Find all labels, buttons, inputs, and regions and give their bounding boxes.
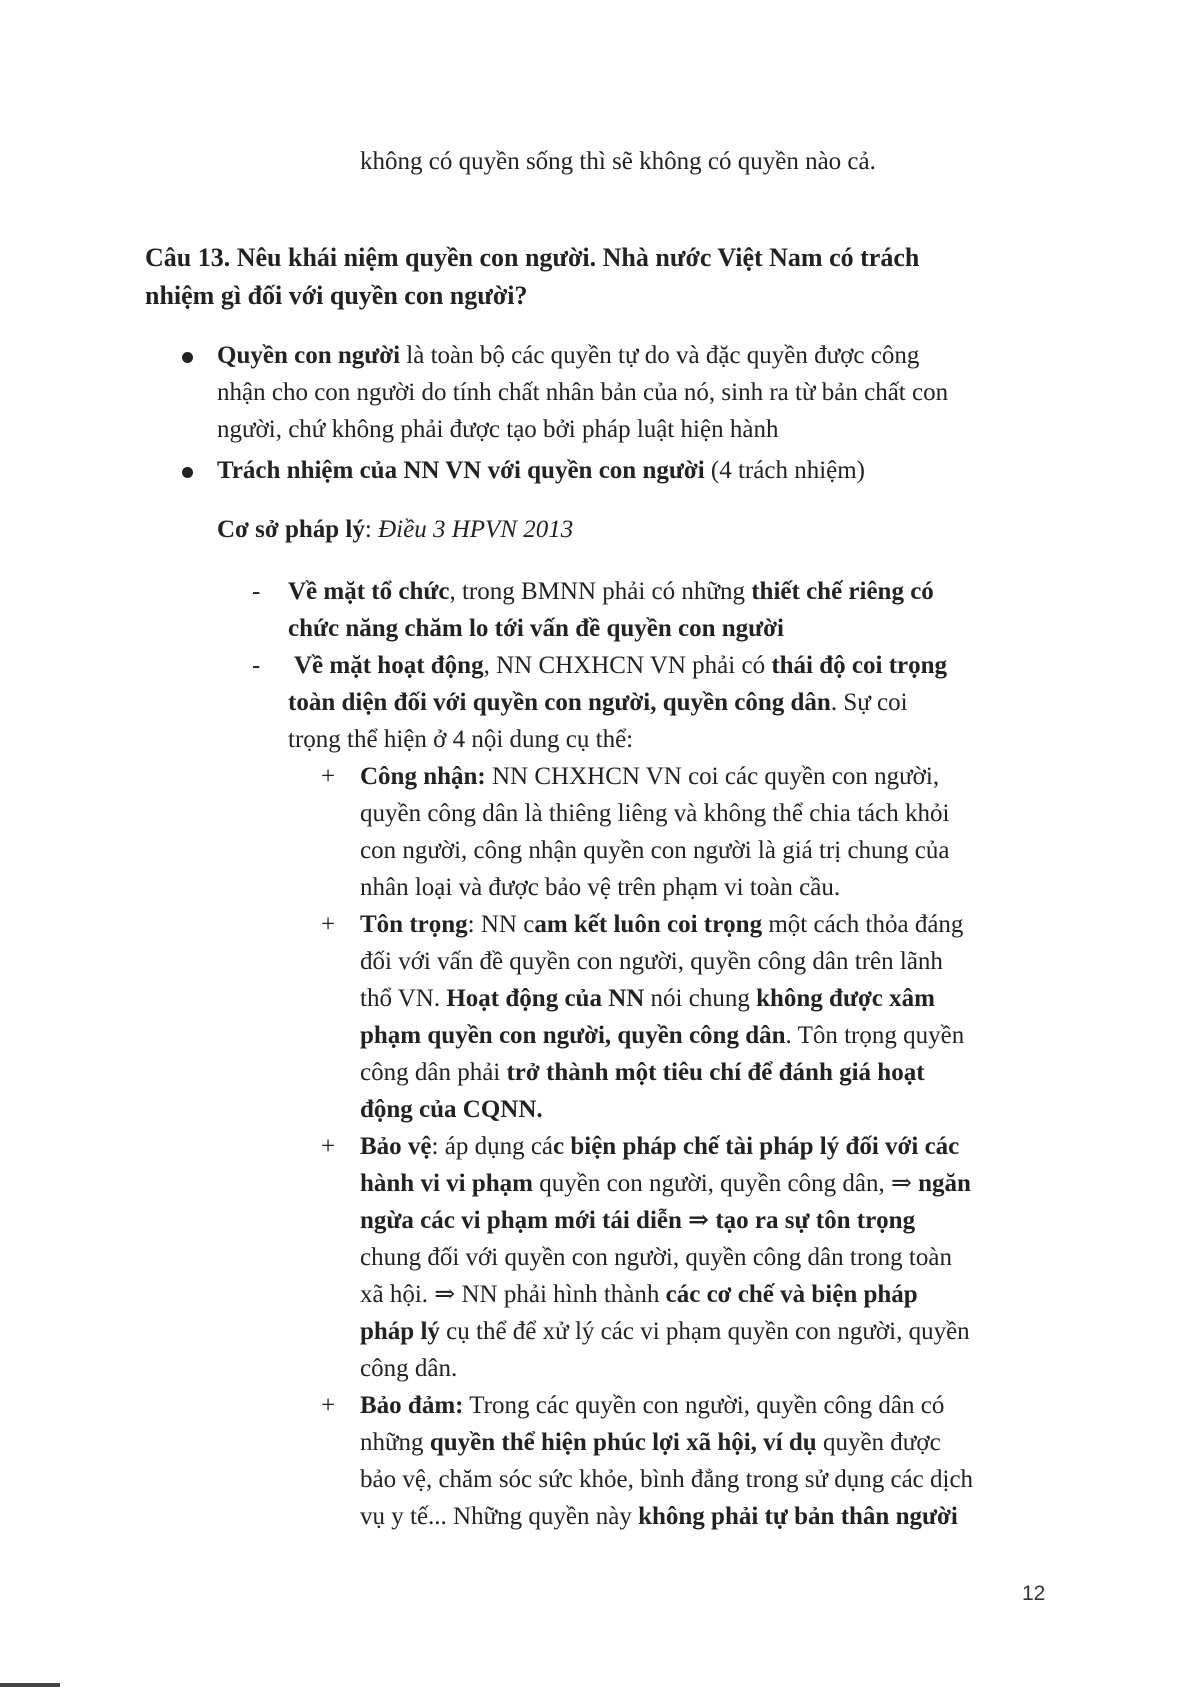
plus3-line7: công dân. bbox=[360, 1355, 458, 1382]
plus4-l4-text: vụ y tế... Những quyền này bbox=[360, 1503, 639, 1530]
dash-marker: - bbox=[252, 652, 261, 679]
dash1-line1 bbox=[288, 576, 934, 608]
dash2-line3: trọng thể hiện ở 4 nội dung cụ thể: bbox=[288, 726, 634, 753]
plus2-line6: động của CQNN. bbox=[360, 1096, 543, 1123]
plus4-line4 bbox=[360, 1501, 958, 1533]
dash-marker: - bbox=[252, 578, 261, 605]
plus2-text2: một cách thỏa đáng bbox=[762, 911, 964, 938]
plus3-l6-text: cụ thể để xử lý các vi phạm quyền con người, quyền bbox=[439, 1318, 970, 1345]
plus2-line5 bbox=[360, 1057, 925, 1089]
bullet2-text: (4 trách nhiệm) bbox=[704, 457, 866, 484]
plus1-line1 bbox=[360, 761, 939, 793]
dash2-bold: thái độ coi trọng bbox=[771, 652, 948, 679]
plus-marker: + bbox=[321, 911, 336, 938]
plus2-bold: am kết luôn coi trọng bbox=[534, 911, 763, 938]
plus2-l4-text: . Tôn trọng quyền bbox=[785, 1022, 965, 1049]
plus4-l2-text: những bbox=[360, 1429, 430, 1456]
legal-ref: Điều 3 HPVN 2013 bbox=[378, 516, 574, 543]
plus3-term: Bảo vệ bbox=[360, 1133, 432, 1160]
plus2-l3-text2: nói chung bbox=[644, 985, 757, 1012]
plus3-l2-bold: hành vi vi phạm bbox=[360, 1170, 533, 1197]
bullet1-text: là toàn bộ các quyền tự do và đặc quyền được công bbox=[400, 342, 920, 369]
plus4-l2-text2: quyền được bbox=[816, 1429, 941, 1456]
plus2-line1 bbox=[360, 909, 963, 941]
bullet1-line2: nhận cho con người do tính chất nhân bản của nó, sinh ra từ bản chất con bbox=[217, 379, 949, 406]
plus-marker: + bbox=[321, 1133, 336, 1160]
plus2-l3-bold2: không được xâm bbox=[756, 985, 935, 1012]
dash2-text2: . Sự coi bbox=[830, 689, 908, 716]
plus3-l2-bold2: ngăn bbox=[918, 1170, 971, 1197]
plus3-line1 bbox=[360, 1131, 959, 1163]
legal-basis bbox=[217, 514, 573, 546]
plus2-l3-bold: Hoạt động của NN bbox=[446, 985, 645, 1012]
plus1-line4: nhân loại và được bảo vệ trên phạm vi toàn cầu. bbox=[360, 874, 841, 901]
plus1-text: NN CHXHCN VN coi các quyền con người, bbox=[485, 763, 940, 790]
bullet1-line3: người, chứ không phải được tạo bởi pháp luật hiện hành bbox=[217, 416, 779, 443]
plus4-text: Trong các quyền con người, quyền công dân có bbox=[463, 1392, 945, 1419]
plus4-l2-bold: quyền thể hiện phúc lợi xã hội, ví dụ bbox=[429, 1429, 817, 1456]
dash1-bold: thiết chế riêng có bbox=[751, 578, 934, 605]
plus2-l5-bold: trở thành một tiêu chí để đánh giá hoạt bbox=[506, 1059, 925, 1086]
bullet-icon bbox=[182, 352, 193, 363]
question-heading-line1: Câu 13. Nêu khái niệm quyền con người. Nhà nước Việt Nam có trách bbox=[145, 243, 920, 272]
plus1-line3: con người, công nhận quyền con người là giá trị chung của bbox=[360, 837, 950, 864]
dash2-text: , NN CHXHCN VN phải có bbox=[483, 652, 772, 679]
plus-marker: + bbox=[321, 763, 336, 790]
plus2-l5-text: công dân phải bbox=[360, 1059, 507, 1086]
dash1-line2: chức năng chăm lo tới vấn đề quyền con người bbox=[288, 615, 784, 642]
plus2-line3 bbox=[360, 983, 935, 1015]
plus3-bold: c biện pháp chế tài pháp lý đối với các bbox=[553, 1133, 960, 1160]
plus4-l4-bold: không phải tự bản thân người bbox=[638, 1503, 958, 1530]
plus2-line4 bbox=[360, 1020, 964, 1052]
plus3-line4: chung đối với quyền con người, quyền công dân trong toàn bbox=[360, 1244, 952, 1271]
plus4-line3: bảo vệ, chăm sóc sức khỏe, bình đẳng trong sử dụng các dịch bbox=[360, 1466, 974, 1493]
plus3-l2-text: quyền con người, quyền công dân, ⇒ bbox=[533, 1170, 919, 1197]
plus4-line2 bbox=[360, 1427, 941, 1459]
legal-label: Cơ sở pháp lý bbox=[217, 516, 365, 543]
dash2-line2 bbox=[288, 687, 908, 719]
plus3-line6 bbox=[360, 1316, 970, 1348]
plus1-line2: quyền công dân là thiêng liêng và không thể chia tách khỏi bbox=[360, 800, 950, 827]
plus2-text: : NN c bbox=[467, 911, 535, 938]
dash1-text: , trong BMNN phải có những bbox=[449, 578, 752, 605]
dash2-line1 bbox=[294, 650, 947, 682]
dash1-term: Về mặt tổ chức bbox=[288, 578, 450, 605]
plus2-term: Tôn trọng bbox=[360, 911, 468, 938]
plus4-line1 bbox=[360, 1390, 944, 1422]
plus3-text: : áp dụng cá bbox=[431, 1133, 554, 1160]
plus1-term: Công nhận: bbox=[360, 763, 486, 790]
plus-marker: + bbox=[321, 1392, 336, 1419]
plus4-term: Bảo đảm: bbox=[360, 1392, 464, 1419]
intro-text: không có quyền sống thì sẽ không có quyền nào cả. bbox=[360, 148, 876, 175]
plus3-line5 bbox=[360, 1279, 918, 1311]
legal-colon: : bbox=[364, 516, 379, 543]
dash2-term: Về mặt hoạt động bbox=[294, 652, 484, 679]
plus3-l6-bold: pháp lý bbox=[360, 1318, 440, 1345]
page-number: 12 bbox=[1022, 1582, 1046, 1605]
bullet2-term: Trách nhiệm của NN VN với quyền con người bbox=[217, 457, 705, 484]
plus3-l5-bold: các cơ chế và biện pháp bbox=[665, 1281, 918, 1308]
plus2-line2: đối với vấn đề quyền con người, quyền công dân trên lãnh bbox=[360, 948, 943, 975]
dash2-bold2: toàn diện đối với quyền con người, quyền công dân bbox=[288, 689, 831, 716]
plus3-line2 bbox=[360, 1168, 971, 1200]
plus3-line3: ngừa các vi phạm mới tái diễn ⇒ tạo ra sự tôn trọng bbox=[360, 1207, 916, 1234]
plus2-l3-text: thổ VN. bbox=[360, 985, 447, 1012]
plus2-l4-bold: phạm quyền con người, quyền công dân bbox=[360, 1022, 786, 1049]
bullet-icon bbox=[182, 467, 193, 478]
bullet2-line bbox=[217, 455, 865, 487]
plus3-l5-text: xã hội. ⇒ NN phải hình thành bbox=[360, 1281, 666, 1308]
bullet1-line1 bbox=[217, 340, 919, 372]
bullet1-term: Quyền con người bbox=[217, 342, 401, 369]
question-heading-line2: nhiệm gì đối với quyền con người? bbox=[145, 281, 528, 310]
page-footer-bar bbox=[0, 1683, 60, 1687]
